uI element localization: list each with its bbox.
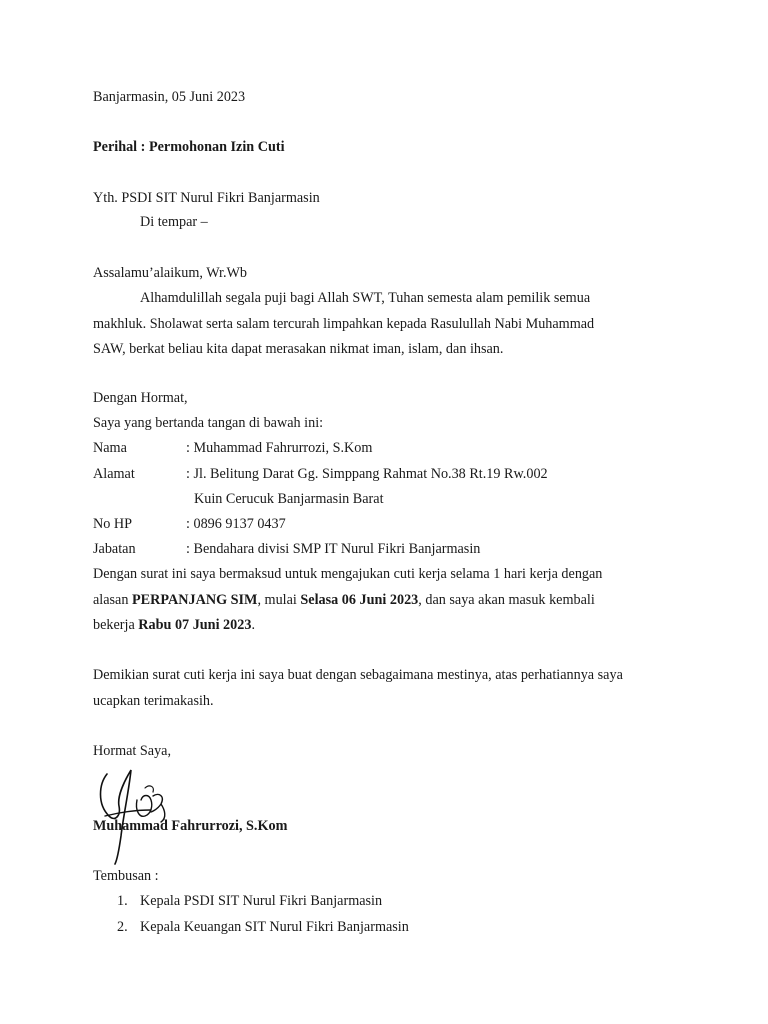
body-text: . [251,617,255,633]
closing-line: ucapkan terimakasih. [93,693,214,709]
cc-item-number: 1. [117,893,128,909]
opening-line: Alhamdulillah segala puji bagi Allah SWT, Tuhan semesta alam pemilik semua [140,290,591,306]
cc-item: Kepala Keuangan SIT Nurul Fikri Banjarmasin [140,919,409,935]
regards: Hormat Saya, [93,743,172,759]
body-text: bekerja [93,617,139,633]
position-label: Jabatan [93,541,136,557]
salutation: Dengan Hormat, [93,390,188,406]
opening-line: SAW, berkat beliau kita dapat merasakan nikmat iman, islam, dan ihsan. [93,341,504,357]
body-line [93,591,595,609]
cc-label: Tembusan : [93,868,159,884]
return-date: Rabu 07 Juni 2023 [138,617,252,633]
address-value: : Jl. Belitung Darat Gg. Simppang Rahmat No.38 Rt.19 Rw.002 [186,466,548,482]
closing-line: Demikian surat cuti kerja ini saya buat dengan sebagaimana mestinya, atas perhatiannya saya [93,667,623,683]
recipient: Yth. PSDI SIT Nurul Fikri Banjarmasin [93,190,320,206]
body-text: , dan saya akan masuk kembali [418,592,595,608]
cc-item: Kepala PSDI SIT Nurul Fikri Banjarmasin [140,893,383,909]
leave-start-date: Selasa 06 Juni 2023 [300,592,419,608]
handwritten-signature [95,766,185,866]
phone-label: No HP [93,516,133,532]
name-label: Nama [93,440,127,456]
recipient-location: Di tempar – [140,214,208,230]
intro-text: Saya yang bertanda tangan di bawah ini: [93,415,324,431]
cc-item-number: 2. [117,919,128,935]
position-value: : Bendahara divisi SMP IT Nurul Fikri Banjarmasin [186,541,481,557]
opening-line: makhluk. Sholawat serta salam tercurah limpahkan kepada Rasulullah Nabi Muhammad [93,316,595,332]
phone-value: : 0896 9137 0437 [186,516,286,532]
greeting: Assalamu’alaikum, Wr.Wb [93,265,248,281]
body-line: Dengan surat ini saya bermaksud untuk mengajukan cuti kerja selama 1 hari kerja dengan [93,566,603,582]
address-label: Alamat [93,466,135,482]
body-text: alasan [93,592,132,608]
body-text: , mulai [257,592,301,608]
leave-reason: PERPANJANG SIM [132,592,258,608]
address-value-continued: Kuin Cerucuk Banjarmasin Barat [194,491,384,507]
place-date: Banjarmasin, 05 Juni 2023 [93,89,246,105]
body-line [93,616,255,634]
name-value: : Muhammad Fahrurrozi, S.Kom [186,440,373,456]
letter-subject: Perihal : Permohonan Izin Cuti [93,139,285,155]
signatory-name: Muhammad Fahrurrozi, S.Kom [93,818,288,834]
